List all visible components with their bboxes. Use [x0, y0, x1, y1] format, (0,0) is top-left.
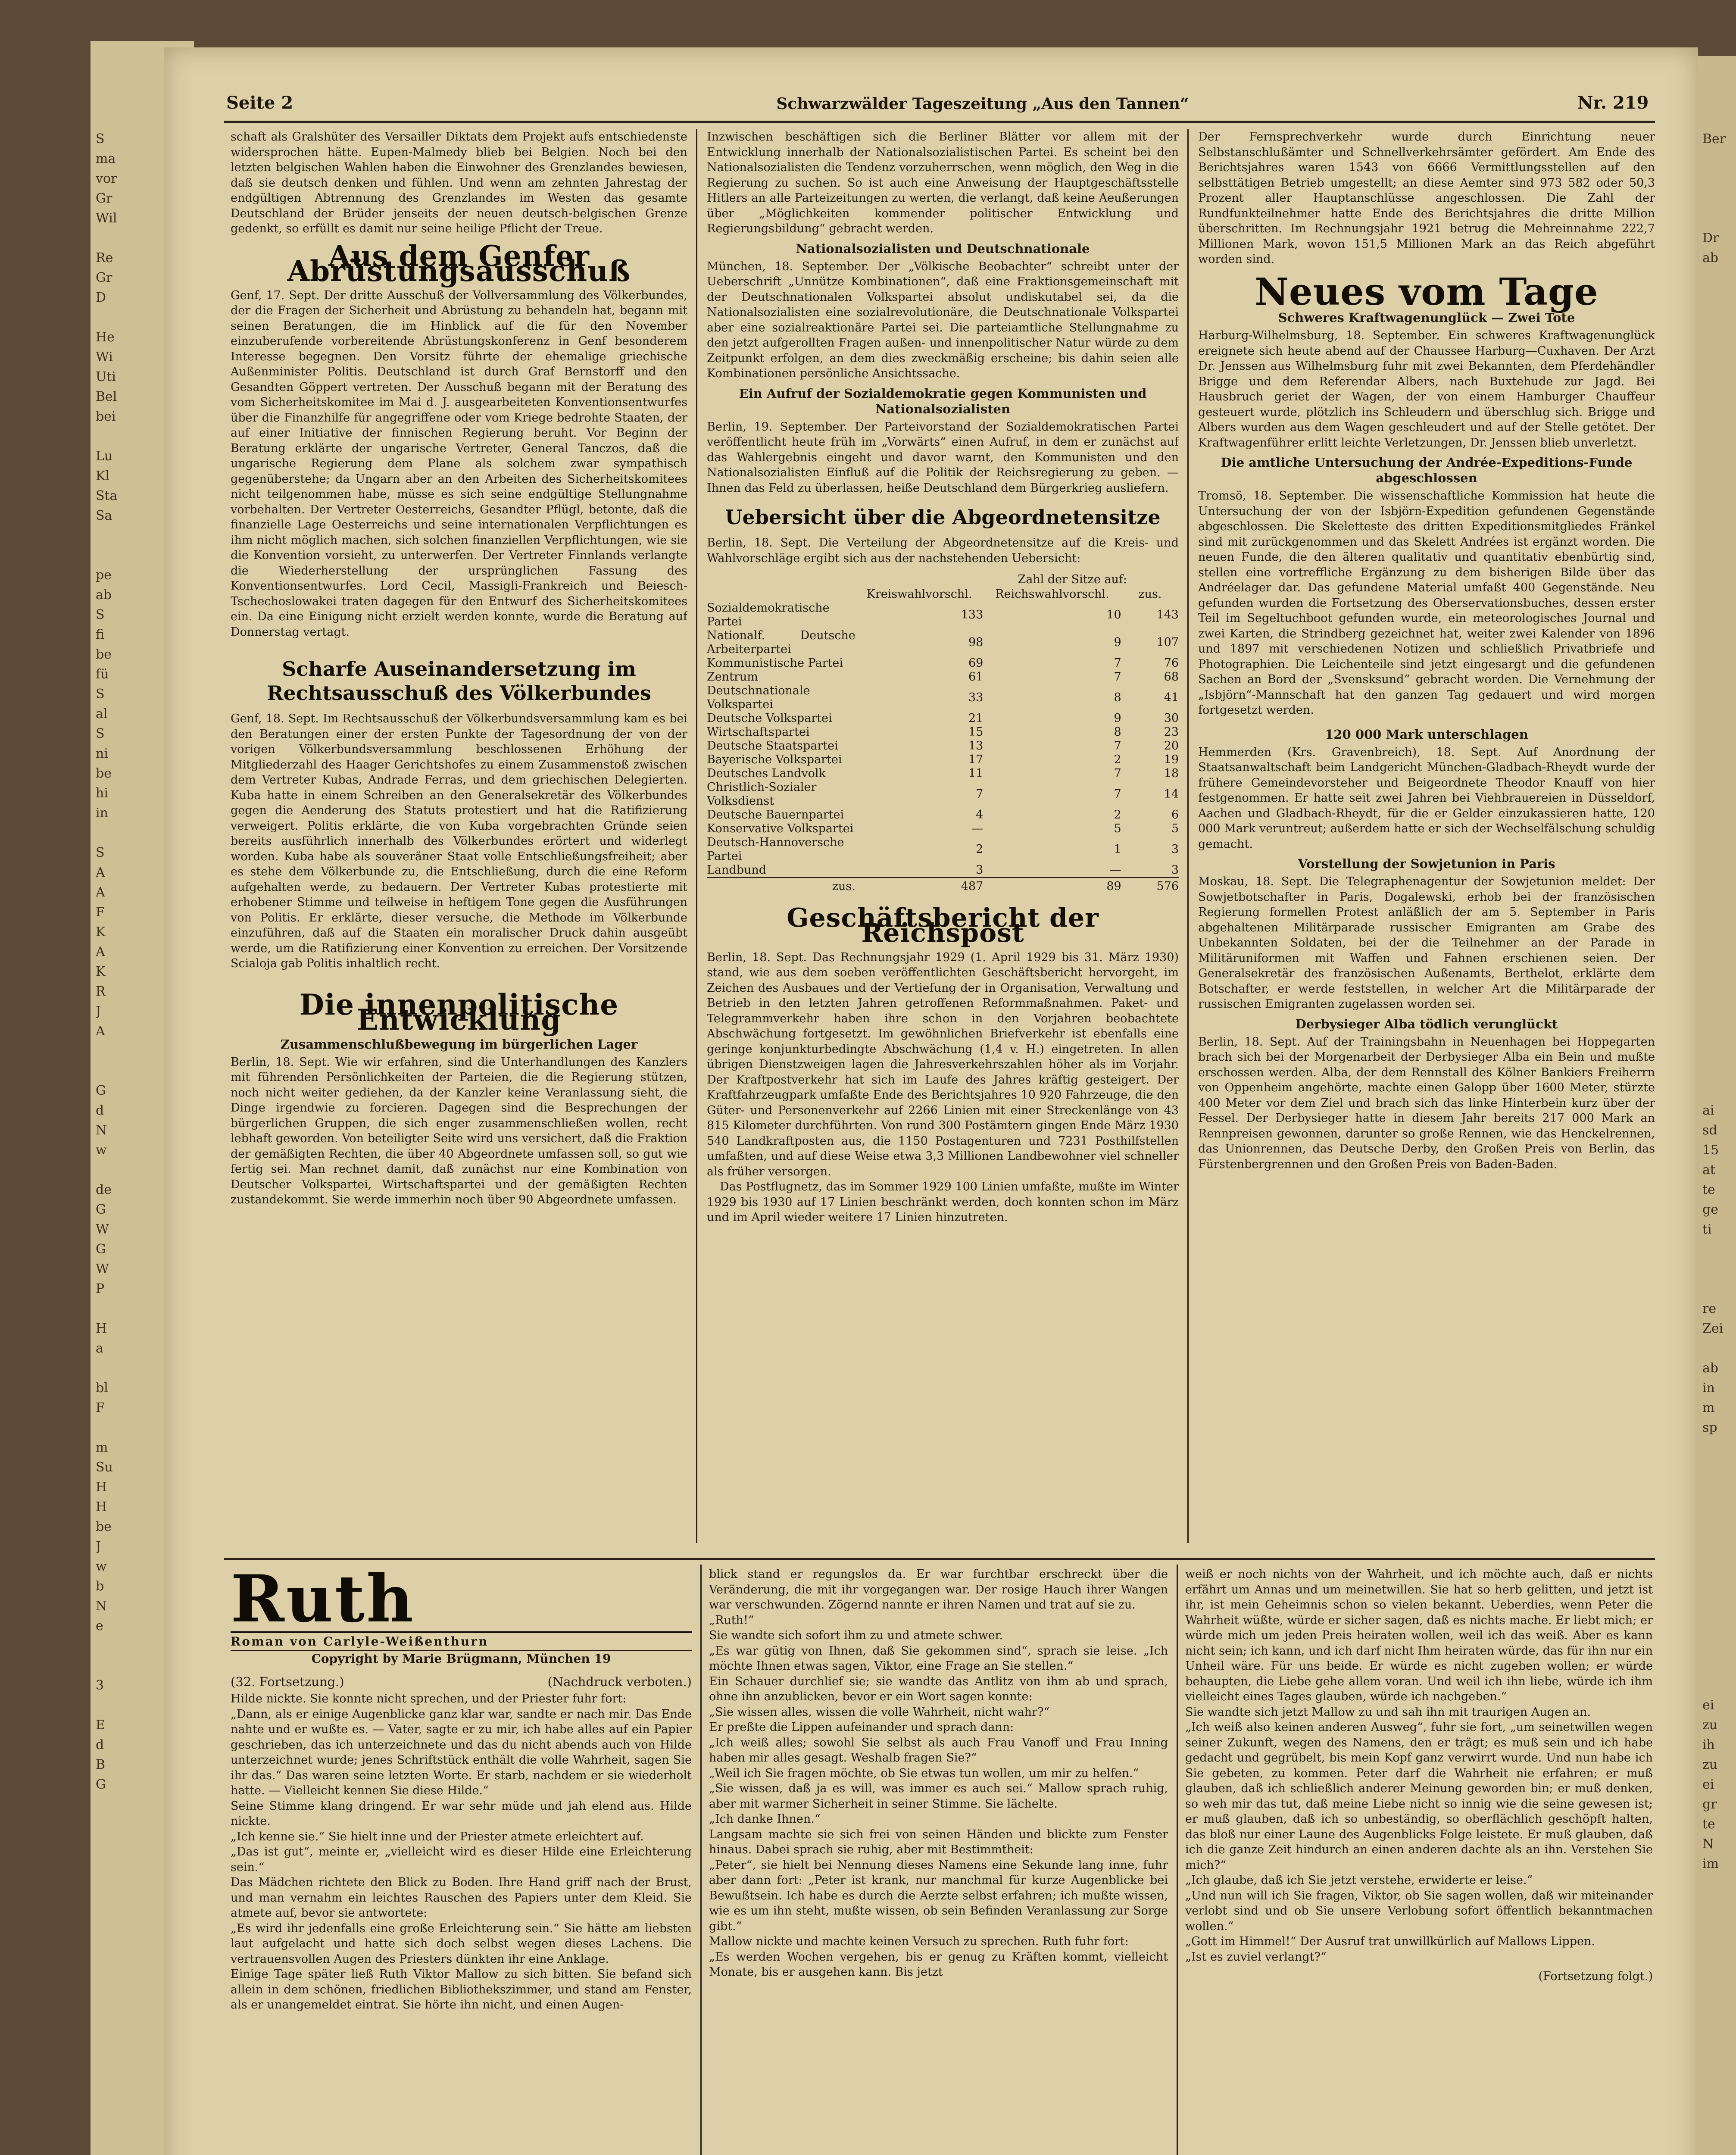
article-text: Moskau, 18. Sept. Die Telegraphenagentur der Sowjetunion meldet: Der Sowjetbotschafter in Paris, Dogalewski, erhob bei der französischen Regierung formellen Protest anläßlich der am 5. September in Paris abgehaltenen Militärparade russischer Emigranten am Grabe des Unbekannten Soldaten, bei der die Teilnehmer an der Parade in Militäruniformen mit Waffen und Fahnen erschienen seien. Der Generalsekretär des französischen Außenamts, Berthelot, erklärte dem Botschafter, er werde feststellen, in welcher Art die Militärparade der russischen Emigranten zugelassen worden sei. [1198, 875, 1655, 1011]
table-cell: Konservative Volkspartei [707, 821, 854, 835]
table-header: Kreiswahlvorschl. [866, 587, 972, 601]
table-row [707, 767, 1179, 781]
newspaper-title: Schwarzwälder Tageszeitung „Aus den Tannen“ [776, 95, 1189, 113]
table-cell: Christlich-Sozialer Volksdienst [707, 780, 817, 808]
table-cell: 11 [968, 766, 984, 780]
article-heading: Aus dem Genfer Abrüstungsausschuß [287, 239, 631, 288]
article-heading: Die amtliche Untersuchung der Andrée-Expeditions-Funde abgeschlossen [1221, 455, 1633, 485]
article-heading: Uebersicht über die Abgeordnetensitze [725, 506, 1161, 529]
table-cell: Nationalf. Deutsche Arbeiterpartei [707, 628, 856, 656]
novel-author: Roman von Carlyle-Weißenthurn [231, 1631, 692, 1651]
novel-text: weiß er noch nichts von der Wahrheit, und ich möchte auch, daß er nichts erfährt um Annas und um meinetwillen. Sie hat so herb gelitten, und jetzt ist ihr, ist mein Geheimnis schon so vielen bekannt. Ueberdies, wenn Peter die Wahrheit wüßte, würde er sicher sagen, daß es nichts mache. Er liebt mich; er würde mich um jeden Preis heiraten wollen, weil ich das weiß. Aber es kann nicht sein; ich kann, und ich darf nicht Ihm heiraten würde, das für ihn nur ein Unheil wäre. Für uns beide. Er würde es nicht zugeben wollen; er würde behaupten, die Liebe gehe allem voran. Und weil ich ihn liebe, würde ich ihm vielleicht eines Tages glauben, würde ich nachgeben.“ Sie wandte sich jetzt Mallow zu und sah ihn mit traurigen Augen an. „Ich weiß also keinen anderen Ausweg“, fuhr sie fort, „um seinetwillen wegen seiner Zukunft, wegen des Namens, den er trägt; es muß sein und ich habe gedacht und gegrübelt, bis mein Kopf ganz verwirrt wurde. Und nun habe ich Sie gebeten, zu kommen. Peter darf die Wahrheit nie erfahren; er muß glauben, daß ich schließlich anderer Meinung geworden bin; er muß denken, so weh mir das tut, daß meine Liebe nicht so innig wie die seine gewesen ist; er muß glauben, daß ich so unbeständig, so oberflächlich geschöpft halten, das bloß nur einer Laune des Augenblicks Folge leistete. Er muß glauben, daß ich die ganze Zeit hindurch an einen anderen dachte als an ihn. Verstehen Sie mich?“ „Ich glaube, daß ich Sie jetzt verstehe, erwiderte er leise.“ „Und nun will ich Sie fragen, Viktor, ob Sie sagen wollen, daß wir miteinander verlobt sind und ob Sie unsere Verlobung sofort öffentlich bekanntmachen wollen.“ „Gott im Himmel!“ Der Ausruf trat unwillkürlich auf Mallows Lippen. „Ist es zuviel verlangt?“ [1185, 1568, 1653, 1964]
issue-number: Nr. 219 [1577, 93, 1649, 113]
table-cell: — [971, 821, 984, 835]
page-number: Seite 2 [226, 93, 293, 113]
section-heading: Neues vom Tage [1255, 270, 1599, 314]
article-text: Berlin, 18. Sept. Das Rechnungsjahr 1929 (1. April 1929 bis 31. März 1930) stand, wie aus dem soeben veröffentlichten Geschäftsbericht hervorgeht, im Zeichen des Ausbaues und der Vertiefung der in Organisation, Verwaltung und Betrieb in den letzten Jahren getroffenen Reformmaßnahmen. Paket- und Telegrammverkehr haben ihre schon in den Vorjahren beobachtete Abschwächung fortgesetzt. Im gewöhnlichen Briefverkehr ist ebenfalls eine geringe konjunkturbedingte Abschwächung (1,4 v. H.) eingetreten. In allen übrigen Dienstzweigen lagen die Jahresverkehrszahlen höher als im Vorjahr. Der Kraftpostverkehr hat sich im Laufe des Jahres kräftig gesteigert. Der Kraftfahrzeugpark umfaßte Ende des Berichtsjahres 10 920 Fahrzeuge, die den Güter- und Personenverkehr auf 2266 Linien mit einer Streckenlänge von 43 815 Kilometer durchführten. Von rund 300 Postämtern gingen Ende März 1930 540 Landkraftposten aus, die 1150 Postagenturen und 7231 Posthilfstellen umfaßten, und auf diese Weise etwa 3,3 Millionen Landbewohner viel schneller als früher versorgen. [707, 950, 1179, 1178]
table-cell: 5 [1171, 821, 1179, 835]
table-cell: Deutsch-Hannoversche Partei [707, 835, 844, 863]
table-cell: 8 [1114, 690, 1121, 704]
table-cell: Deutschnationale Volkspartei [707, 684, 810, 711]
table-cell: 9 [1114, 711, 1121, 725]
table-cell: 89 [983, 878, 1121, 893]
table-caption: Zahl der Sitze auf: [1018, 573, 1127, 586]
table-cell: 133 [961, 608, 984, 622]
table-cell: Bayerische Volkspartei [707, 753, 842, 766]
table-row [707, 808, 1179, 822]
article-heading: 120 000 Mark unterschlagen [1325, 727, 1528, 742]
table-cell: Deutsche Staatspartei [707, 739, 838, 753]
table-cell: 30 [1164, 711, 1179, 725]
table-row [707, 656, 1179, 670]
table-cell: 61 [968, 670, 984, 684]
table-cell: — [1109, 863, 1121, 877]
table-cell: 2 [976, 842, 984, 856]
article-heading: Ein Aufruf der Sozialdemokratie gegen Kommunisten und Nationalsozialisten [739, 386, 1147, 416]
table-cell: 2 [1114, 808, 1121, 821]
table-cell: 5 [1114, 821, 1121, 835]
column-2 [707, 129, 1179, 1552]
article-text: Hemmerden (Krs. Gravenbreich), 18. Sept. Auf Anordnung der Staatsanwaltschaft beim Landgericht München-Gladbach-Rheydt wurde der frühere Gemeindevorsteher und Beigeordnete Theodor Knauff von hier festgenommen. Er hatte seit zwei Jahren bei Viehbrauereien in Düsseldorf, Aachen und Gladbach-Rheydt, für die er Gelder einzukassieren hatte, 120 000 Mark veruntreut; außerdem hatte er sich der Wechselfälschung schuldig gemacht. [1198, 745, 1655, 851]
installment-number: (32. Fortsetzung.) [231, 1674, 344, 1689]
table-cell: 576 [1121, 878, 1179, 893]
article-heading: Nationalsozialisten und Deutschnationale [796, 241, 1090, 256]
article-heading: Die innenpolitische Entwicklung [299, 987, 619, 1037]
table-cell: 7 [976, 787, 984, 801]
table-cell: Sozialdemokratische Partei [707, 601, 830, 628]
table-cell: 17 [968, 753, 984, 766]
table-cell: 107 [1156, 635, 1179, 649]
table-header: Reichswahlvorschl. [995, 587, 1109, 601]
table-cell: 76 [1164, 656, 1179, 670]
table-cell: 7 [1114, 739, 1121, 753]
table-row [707, 712, 1179, 725]
article-text: Berlin, 18. Sept. Auf der Trainingsbahn in Neuenhagen bei Hoppegarten brach sich bei der Morgenarbeit der Derbysieger Alba ein Bein und mußte erschossen werden. Alba, der dem Rennstall des Kölner Bankiers Freiherrn von Oppenheim angehörte, machte einen Galopp über 1600 Meter, stürzte 400 Meter vor dem Ziel und brach sich das linke Hinterbein kurz über der Fessel. Der Derbysieger hatte in diesem Jahr bereits 217 000 Mark an Rennpreisen gewonnen, darunter so große Rennen, wie das Henckelrennen, das Unionrennen, das Deutsche Derby, den Großen Preis von Berlin, das Fürstenbergrennen und den Großen Preis von Baden-Baden. [1198, 1035, 1655, 1171]
column-rule [696, 129, 697, 1543]
article-text: Berlin, 19. September. Der Parteivorstand der Sozialdemokratischen Partei veröffentlicht heute früh im „Vorwärts“ einen Aufruf, in dem er zunächst auf das Wahlergebnis eingeht und davor warnt, den Kommunisten und den Nationalsozialisten Einfluß auf die Politik der Reichsregierung zu geben. — Ihnen das Feld zu überlassen, heiße Deutschland dem Bürgerkrieg ausliefern. [707, 420, 1179, 495]
table-cell: Deutsches Landvolk [707, 766, 826, 780]
table-cell: 18 [1164, 766, 1179, 780]
article-text: schaft als Gralshüter des Versailler Diktats dem Projekt aufs entschiedenste widersprochen hätte. Eupen-Malmedy blieb bei Belgien. Noch bei den letzten belgischen Wahlen haben die Einwohner des Grenzlandes bewiesen, daß sie deutsch denken und fühlen. Und wenn am zehnten Jahrestag der endgültigen Abtrennung des Grenzlandes im Westen das gesamte Deutschland der Brüder jenseits der neuen deutsch-belgischen Grenze gedenkt, so erfüllt es damit nur seine heilige Pflicht der Treue. [231, 130, 687, 235]
article-heading: Geschäftsbericht der Reichspost [787, 903, 1099, 948]
table-cell: 7 [1114, 670, 1121, 684]
continued-notice: (Fortsetzung folgt.) [1538, 1970, 1653, 1983]
table-cell: 13 [968, 739, 984, 753]
novel-copyright: Copyright by Marie Brügmann, München 19 [311, 1652, 611, 1666]
table-cell: 21 [968, 711, 984, 725]
table-cell: 487 [856, 878, 983, 893]
table-cell: 7 [1114, 766, 1121, 780]
table-row [707, 670, 1179, 684]
table-cell: 41 [1164, 690, 1179, 704]
novel-column-2: blick stand er regungslos da. Er war furchtbar erschreckt über die Veränderung, die mit ihr vorgegangen war. Der rosige Hauch ihrer Wangen war verschwunden. Zögernd nannte er ihren Namen und trat auf sie zu. „Ruth!“ Sie wandte sich sofort ihm zu und atmete schwer. „Es war gütig von Ihnen, daß Sie gekommen sind“, sprach sie leise. „Ich möchte Ihnen etwas sagen, Viktor, eine Frage an Sie stellen.“ Ein Schauer durchlief sie; sie wandte das Antlitz von ihm ab und sprach, ohne ihn anzublicken, bevor er ein Wort sagen konnte: „Sie wissen alles, wissen die volle Wahrheit, nicht wahr?“ Er preßte die Lippen aufeinander und sprach dann: „Ich weiß alles; sowohl Sie selbst als auch Frau Vanoff und Frau Inning haben mir alles gesagt. Weshalb fragen Sie?“ „Weil ich Sie fragen möchte, ob Sie etwas tun wollen, um mir zu helfen.“ „Sie wissen, daß ja es will, was immer es auch sei.“ Mallow sprach ruhig, aber mit warmer Sicherheit in seiner Stimme. Sie lächelte. „Ich danke Ihnen.“ Langsam machte sie sich frei von seinen Händen und blickte zum Fenster hinaus. Dabei sprach sie ruhig, aber mit Bestimmtheit: „Peter“, sie hielt bei Nennung dieses Namens eine Sekunde lang inne, fuhr aber dann fort: „Peter ist krank, nur manchmal für kurze Augenblicke bei Bewußtsein. Ich habe es durch die Aerzte selbst erfahren; ich mußte wissen, wie es um ihn steht, mußte wissen, ob sein Befinden Veranlassung zur Sorge gibt.“ Mallow nickte und machte keinen Versuch zu sprechen. Ruth fuhr fort: „Es werden Wochen vergehen, bis er genug zu Kräften kommt, vielleicht Monate, bis er ausgehen kann. Bis jetzt [709, 1568, 1168, 1979]
adjacent-page-right-text: Ber Dr ab ai sd 15 at te ge ti re Zei ab in m sp ei zu ih zu ei gr te N im [1702, 131, 1726, 1871]
table-cell: Zentrum [707, 670, 758, 684]
column-rule [1177, 1565, 1178, 2155]
table-row [707, 781, 1179, 808]
article-heading: Vorstellung der Sowjetunion in Paris [1298, 856, 1555, 871]
table-cell: 68 [1164, 670, 1179, 684]
article-text: Berlin, 18. Sept. Die Verteilung der Abgeordnetensitze auf die Kreis- und Wahlvorschläge ergibt sich aus der nachstehenden Uebersicht: [707, 536, 1179, 565]
article-subheading: Zusammenschlußbewegung im bürgerlichen Lager [280, 1037, 638, 1052]
column-rule [700, 1565, 702, 2155]
table-cell: 23 [1164, 725, 1179, 739]
table-cell: 8 [1114, 725, 1121, 739]
table-cell: Landbund [707, 863, 767, 877]
table-cell: 7 [1114, 787, 1121, 801]
table-cell: 3 [1171, 842, 1179, 856]
article-text: Das Postflugnetz, das im Sommer 1929 100 Linien umfaßte, mußte im Winter 1929 bis 1930 auf 17 Linien beschränkt werden, doch konnten schon im März und im April wieder weitere 17 Linien hinzutreten. [707, 1180, 1179, 1224]
seats-table [707, 587, 1179, 893]
table-cell: 6 [1171, 808, 1179, 821]
table-cell: 19 [1164, 753, 1179, 766]
header-rule [224, 121, 1655, 123]
article-text: Inzwischen beschäftigen sich die Berliner Blätter vor allem mit der Entwicklung innerhalb der Nationalsozialistischen Partei. Es scheint bei den Nationalsozialisten die Tendenz vorzuherrschen, wenn möglich, den Weg in die Regierung zu suchen. So ist auch eine Anweisung der Hauptgeschäftsstelle Hitlers an alle Parteizeitungen zu werten, die verlangt, daß keine Aeußerungen über „Möglichkeiten kommender politischer Entwicklung und Regierungsbildung“ gebracht werden. [707, 130, 1179, 235]
table-cell: 3 [1171, 863, 1179, 877]
column-1 [231, 129, 687, 1552]
table-row [707, 601, 1179, 629]
article-heading: Scharfe Auseinandersetzung im Rechtsausschuß des Völkerbundes [267, 657, 651, 705]
table-row [707, 822, 1179, 836]
table-row [707, 684, 1179, 712]
table-cell: 3 [976, 863, 984, 877]
table-cell: 33 [968, 690, 984, 704]
table-cell: 143 [1156, 608, 1179, 622]
novel-meta [231, 1674, 692, 1690]
table-cell: 69 [968, 656, 984, 670]
novel-column-1 [231, 1567, 692, 2155]
table-cell: Kommunistische Partei [707, 656, 843, 670]
novel-title: Ruth [231, 1567, 415, 1637]
table-cell: Wirtschaftspartei [707, 725, 810, 739]
article-text: Tromsö, 18. September. Die wissenschaftliche Kommission hat heute die Untersuchung der von der Isbjörn-Expedition gefundenen Gegenstände abgeschlossen. Die Skeletteste des dritten Expeditionsmitgliedes Fränkel sind mit zurückgenommen und das Skelett Andrées ist ergänzt worden. Die neuen Funde, die den älteren qualitativ und quantitativ ebenbürtig sind, stellen eine vortreffliche Ergänzung zu dem bisherigen Bilde über das Andréelager dar. Das gefundene Material umfaßt 400 Gegenstände. Neu gefunden wurden die Fortsetzung des Oberservationsbuches, dessen erster Teil im Segeltuchboot gefunden wurde, ein meteorologisches Journal und zwei Karten, die Strindberg gezeichnet hat, weiter zwei Kalender von 1896 und 1897 mit verschiedenen Notizen und schließlich Privatbriefe und Photographien. Die Leichenteile sind jetzt eingesargt und die gefundenen Sachen an Bord der „Svensksund“ gebracht worden. Die Vernehmung der „Isbjörn“-Mannschaft hat den ganzen Tag gedauert und wird morgen fortgesetzt werden. [1198, 489, 1655, 717]
article-text: Berlin, 18. Sept. Wie wir erfahren, sind die Unterhandlungen des Kanzlers mit führenden Persönlichkeiten der Parteien, die die Regierung stützen, noch nicht weiter gediehen, da der Kanzler keine Veranlassung sieht, die Dinge irgendwie zu forcieren. Dagegen sind die Besprechungen der bürgerlichen Gruppen, die sich enger zusammenschließen wollen, recht lebhaft geworden. Von beteiligter Seite wird uns versichert, daß die Fraktion der gemäßigten Rechten, die über 40 Abgeordnete umfassen soll, so gut wie fertig sei. Man rechnet damit, daß zunächst nur eine Kombination von Deutscher Volkspartei, Wirtschaftspartei und der gemäßigten Rechten zustandekommt. Sie werde immerhin noch über 90 Abgeordnete umfassen. [231, 1055, 687, 1206]
table-cell: Deutsche Bauernpartei [707, 808, 844, 821]
article-text: München, 18. September. Der „Völkische Beobachter“ schreibt unter der Ueberschrift „Unnütze Kombinationen“, daß eine Fraktionsgemeinschaft mit der Deutschnationalen Volkspartei absolut undiskutabel sei, da die Nationalsozialisten eine sozialrevolutionäre, die Deutschnationale Volkspartei aber eine sozialreaktionäre Partei sei. Die parteiamtliche Stellungnahme zu den jetzt aufgerollten Fragen außen- und innenpolitischer Natur würde zu dem Zeitpunkt erfolgen, an dem dies zweckmäßig erscheine; bis dahin seien alle Kombinationen persönliche Ansichtssache. [707, 259, 1179, 380]
table-row [707, 739, 1179, 753]
article-heading: Schweres Kraftwagenunglück — Zwei Tote [1278, 310, 1575, 325]
table-cell: 10 [1106, 608, 1121, 622]
table-cell: 14 [1164, 787, 1179, 801]
column-rule [1187, 129, 1189, 1543]
table-cell: zus. [707, 878, 856, 893]
table-row [707, 753, 1179, 767]
table-cell: 7 [1114, 656, 1121, 670]
article-text: Der Fernsprechverkehr wurde durch Einrichtung neuer Selbstanschlußämter und Schnellverkehrsämter gefördert. Am Ende des Berichtsjahres waren 1543 von 6666 Vermittlungsstellen auf den selbsttätigen Betrieb umgestellt; an diese Aemter sind 973 582 oder 50,3 Prozent aller Hauptanschlüsse angeschlossen. Die Zahl der Rundfunkteilnehmer hatte Ende des Berichtsjahres die dritte Million überschritten. Im Rechnungsjahr 1921 betrug die Mehreinnahme 222,7 Millionen Mark, wovon 151,5 Millionen Mark an das Reich abgeführt worden sind. [1198, 130, 1655, 266]
table-row [707, 725, 1179, 739]
article-text: Harburg-Wilhelmsburg, 18. September. Ein schweres Kraftwagenunglück ereignete sich heute abend auf der Chaussee Harburg—Cuxhaven. Der Arzt Dr. Jenssen aus Wilhelmsburg fuhr mit zwei Bekannten, dem Pferdehändler Brigge und dem Referendar Albers, nach Buxtehude zur Jagd. Bei Hausbruch geriet der Wagen, der von einem Hamburger Chauffeur gesteuert wurde, plötzlich ins Schleudern und überschlug sich. Brigge und Albers wurden aus dem Wagen geschleudert und auf der Stelle getötet. Der Kraftwagenführer erlitt leichte Verletzungen, Dr. Jenssen blieb unverletzt. [1198, 329, 1655, 450]
table-row [707, 629, 1179, 656]
novel-column-3 [1185, 1567, 1653, 2155]
table-cell: 15 [968, 725, 984, 739]
article-heading: Derbysieger Alba tödlich verunglückt [1295, 1016, 1558, 1031]
novel-text: Hilde nickte. Sie konnte nicht sprechen, und der Priester fuhr fort: „Dann, als er einige Augenblicke ganz klar war, sandte er nach mir. Das Ende nahte und er wußte es. — Vater, sagte er zu mir, ich habe alles auf ein Papier geschrieben, das ich unterzeichnete und das du nicht abends auch von Hilde unterzeichnet wurde; jenes Schriftstück enthält die volle Wahrheit, sagen Sie ihr das.“ Das waren seine letzten Worte. Er starb, nachdem er sie wiederholt hatte. — Vielleicht kennen Sie diese Hilde.“ Seine Stimme klang dringend. Er war sehr müde und jah elend aus. Hilde nickte. „Ich kenne sie.“ Sie hielt inne und der Priester atmete erleichtert auf. „Das ist gut“, meinte er, „vielleicht wird es dieser Hilde eine Erleichterung sein.“ Das Mädchen richtete den Blick zu Boden. Ihre Hand griff nach der Brust, und man vernahm ein leichtes Rauschen des Papiers unter dem Kleid. Sie atmete auf, bevor sie antwortete: „Es wird ihr jedenfalls eine große Erleichterung sein.“ Sie hätte am liebsten laut aufgelacht und hatte sich doch selbst wegen dieses Lachens. Die vertrauensvollen Augen des Priesters dünkten ihr eine Anklage. Einige Tage später ließ Ruth Viktor Mallow zu sich bitten. Sie befand sich allein in dem schönen, friedlichen Bibliothekszimmer, und stand am Fenster, als er unangemeldet eintrat. Sie hörte ihn nicht, und einen Augen- [231, 1692, 692, 2011]
column-3 [1198, 129, 1655, 1552]
section-rule [224, 1558, 1655, 1560]
table-cell: 1 [1114, 842, 1121, 856]
underlying-page-left-text: S ma vor Gr Wil Re Gr D He Wi Uti Bel bei Lu Kl Sta Sa pe ab S fi be fü S al S ni be hi in S A A F K A K R J A G d N w de G W G W P H a bl F m Su H H be J w b N e 3 E d B G [96, 131, 118, 1792]
table-header: zus. [1138, 587, 1162, 601]
table-cell: 4 [976, 808, 984, 821]
newspaper-page [164, 47, 1698, 2155]
table-row [707, 863, 1179, 878]
table-sum-row [707, 878, 1179, 893]
reprint-notice: (Nachdruck verboten.) [547, 1674, 692, 1689]
table-cell: 9 [1114, 635, 1121, 649]
table-cell: 2 [1114, 753, 1121, 766]
table-cell: 20 [1164, 739, 1179, 753]
article-text: Genf, 18. Sept. Im Rechtsausschuß der Völkerbundsversammlung kam es bei den Beratungen einer der ersten Punkte der Tagesordnung der von der vorigen Völkerbundsversammlung beschlossenen Erhöhung der Mitgliederzahl des Haager Gerichtshofes zu einem Zusammenstoß zwischen dem Vertreter Kubas, Andrade Ferras, und dem griechischen Delegierten. Kuba hatte in einem Schreiben an den Generalsekretär des Völkerbundes gegen die Aenderung des Statuts protestiert und hat die Ratifizierung verweigert. Politis erklärte, die von Kuba vorgebrachten Gründe seien bereits ausführlich innerhalb des Völkerbundes erörtert und widerlegt worden. Kuba habe als souveräner Staat volle Entschließungsfreiheit; aber es stehe dem Völkerbunde zu, die Entschließung, durch die eine Reform aufgehalten werde, zu bedauern. Der Vertreter Kubas protestierte mit erhobener Stimme und teilweise in heftigem Tone gegen die Ausführungen von Politis. Er erklärte, dieser versuche, die Methode im Völkerbunde einzuführen, daß auf die Staaten ein moralischer Druck dahin ausgeübt werde, um die Ratifizierung einer Konvention zu erreichen. Der Vorsitzende Scialoja gab Politis inhaltlich recht. [231, 712, 687, 970]
table-cell: Deutsche Volkspartei [707, 711, 832, 725]
table-row [707, 836, 1179, 863]
article-text: Genf, 17. Sept. Der dritte Ausschuß der Vollversammlung des Völkerbundes, der die Fragen der Sicherheit und Abrüstung zu behandeln hat, begann mit seinen Beratungen, die im Hinblick auf die für den November einzuberufende vorbereitende Abrüstungskonferenz in Genf besonderem Interesse begegnen. Den Vorsitz führte der ehemalige griechische Außenminister Politis. Deutschland ist durch Graf Bernstorff und den Gesandten Göppert vertreten. Der Ausschuß begann mit der Beratung des vom Sicherheitskomitee im Mai d. J. ausgearbeiteten Konventionsentwurfes über die Finanzhilfe für angegriffene oder vom Kriege bedrohte Staaten, der auf einer Initiative der finnischen Regierung beruht. Vor Beginn der Beratung erklärte der ungarische Vertreter, General Tanczos, daß die ungarische Regierung dem Plane als solchem zwar sympathisch gegenüberstehe; da Ungarn aber an den Arbeiten des Sicherheitskomitees nicht teilgenommen habe, müsse es sich seine endgültige Stellungnahme vorbehalten. Der Vertreter Oesterreichs, Gesandter Pflügl, betonte, daß die finanzielle Lage Oesterreichs und seine internationalen Verpflichtungen es ihm nicht möglich machen, sich solchen finanziellen Verpflichtungen, wie sie die Konvention vorsieht, zu unterwerfen. Der Vertreter Finnlands verlangte die Wiederherstellung der ursprünglichen Fassung des Konventionsentwurfes. Lord Cecil, Massigli-Frankreich und Beiesch-Tschechoslowakei traten dagegen für den Entwurf des Sicherheitskomitees ein. Da eine Einigung nicht erzielt werden konnte, wurde die Beratung auf Donnerstag vertagt. [231, 288, 687, 639]
table-cell: 98 [968, 635, 984, 649]
